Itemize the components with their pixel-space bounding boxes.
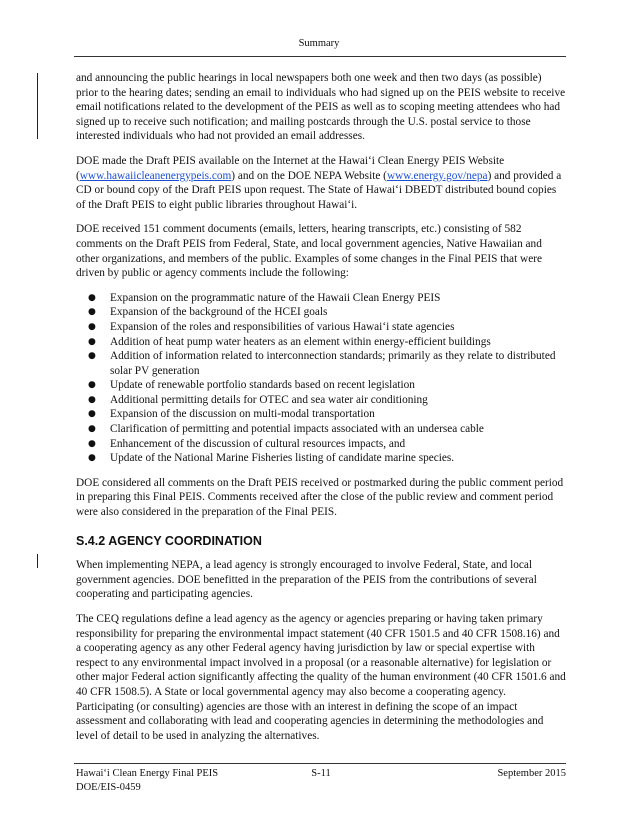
- bullet-text: Expansion of the background of the HCEI goals: [110, 306, 328, 319]
- bullet-text: Expansion on the programmatic nature of the Hawaii Clean Energy PEIS: [110, 291, 441, 304]
- footer-document-id: DOE/EIS-0459: [76, 782, 141, 793]
- doe-nepa-website-link[interactable]: www.energy.gov/nepa: [386, 169, 488, 182]
- bullet-dot-icon: ●: [88, 351, 96, 362]
- bullet-dot-icon: ●: [88, 453, 96, 464]
- bullet-text: Expansion of the discussion on multi-modal transportation: [110, 408, 375, 421]
- bullet-dot-icon: ●: [88, 438, 96, 449]
- bullet-text: Expansion of the roles and responsibilities of various Hawai‘i state agencies: [110, 320, 455, 333]
- page-header: Summary: [298, 38, 340, 49]
- bullet-text: Update of the National Marine Fisheries listing of candidate marine species.: [110, 452, 455, 465]
- bullet-text: Enhancement of the discussion of cultural resources impacts, and: [110, 437, 406, 450]
- bullet-item: [88, 349, 566, 378]
- section-heading-agency-coordination: S.4.2 AGENCY COORDINATION: [76, 533, 262, 548]
- changes-bullet-list: [76, 291, 566, 466]
- bullet-dot-icon: ●: [88, 292, 96, 303]
- bullet-text: Additional permitting details for OTEC and sea water air conditioning: [110, 393, 428, 406]
- paragraph-nepa-lead-agency: When implementing NEPA, a lead agency is strongly encouraged to involve Federal, State, and local government agencies. DOE benefitted in the preparation of the PEIS from the contributions of several cooperating and participating agencies.: [76, 559, 537, 601]
- availability-text-3: ) and provided a CD or bound copy of the Draft PEIS upon request. The State of Hawai‘i DBEDT distributed bound copies of the Draft PEIS to eight public libraries throughout Hawai‘i.: [76, 169, 562, 211]
- bullet-item: [88, 320, 566, 335]
- footer-document-title: Hawai‘i Clean Energy Final PEIS: [76, 768, 219, 779]
- bullet-dot-icon: ●: [88, 409, 96, 420]
- bullet-dot-icon: ●: [88, 321, 96, 332]
- bullet-dot-icon: ●: [88, 380, 96, 391]
- document-body: [76, 71, 566, 753]
- bullet-item: [88, 305, 566, 320]
- bullet-item: [88, 393, 566, 408]
- bullet-text: Update of renewable portfolio standards based on recent legislation: [110, 379, 415, 392]
- bullet-text: Addition of heat pump water heaters as an element within energy-efficient buildings: [110, 335, 491, 348]
- bullet-item: [88, 437, 566, 452]
- bullet-text: Clarification of permitting and potential impacts associated with an undersea cable: [110, 423, 484, 436]
- bullet-item: [88, 451, 566, 466]
- peis-website-link[interactable]: www.hawaiicleanenergypeis.com: [79, 169, 232, 182]
- footer-rule: [74, 763, 566, 764]
- footer-page-number: S-11: [311, 768, 331, 779]
- header-rule: [74, 56, 566, 57]
- change-bar-middle: [37, 554, 38, 568]
- bullet-dot-icon: ●: [88, 394, 96, 405]
- bullet-text: Addition of information related to interconnection standards; primarily as they relate to distributed solar PV generation: [110, 350, 556, 377]
- bullet-dot-icon: ●: [88, 307, 96, 318]
- footer-date: September 2015: [497, 768, 566, 779]
- paragraph-comment-consideration: DOE considered all comments on the Draft PEIS received or postmarked during the public comment period in preparing this Final PEIS. Comments received after the close of the public review and comment period were also considered in the preparation of the Final PEIS.: [76, 476, 564, 519]
- paragraph-comments: DOE received 151 comment documents (emails, letters, hearing transcripts, etc.) consisting of 582 comments on the Draft PEIS from Federal, State, and local government agencies, Native Hawaiian and other organizations, and members of the public. Examples of some changes in the Final PEIS that were driven by public or agency comments include the following:: [76, 223, 542, 280]
- bullet-item: [88, 335, 566, 350]
- bullet-item: [88, 291, 566, 306]
- paragraph-ceq-regulations: The CEQ regulations define a lead agency as the agency or agencies preparing or having taken primary responsibility for preparing the environmental impact statement (40 CFR 1501.5 and 40 CFR 1508.16) and a cooperating agency as any other Federal agency having jurisdiction by law or special expertise with respect to any environmental impact involved in a proposal (or a reasonable alternative) for legislation or other major Federal action significantly affecting the quality of the human environment (40 CFR 1501.6 and 40 CFR 1508.5). A State or local governmental agency may also become a cooperating agency. Participating (or consulting) agencies are those with an interest in defining the scope of an impact assessment and collaborating with lead and cooperating agencies in determining the methodologies and level of detail to be used in analyzing the alternatives.: [76, 613, 566, 742]
- paragraph-availability: [76, 154, 566, 212]
- availability-text-2: ) and on the DOE NEPA Website (: [231, 169, 387, 182]
- bullet-dot-icon: ●: [88, 336, 96, 347]
- availability-text-1: DOE made the Draft PEIS available on the Internet at the Hawai‘i Clean Energy PEIS Website (: [76, 154, 505, 182]
- bullet-item: [88, 378, 566, 393]
- bullet-dot-icon: ●: [88, 424, 96, 435]
- paragraph-outreach: and announcing the public hearings in local newspapers both one week and then two days (as possible) prior to the hearing dates; sending an email to individuals who had signed up on the PEIS website to receive email notifications related to the development of the PEIS as well as to scoping meeting attendees who had signed up to receive such notification; and mailing postcards through the U.S. postal service to those interested individuals who had not provided an email addresses.: [76, 72, 566, 143]
- change-bar-top: [37, 73, 38, 139]
- bullet-item: [88, 422, 566, 437]
- bullet-item: [88, 407, 566, 422]
